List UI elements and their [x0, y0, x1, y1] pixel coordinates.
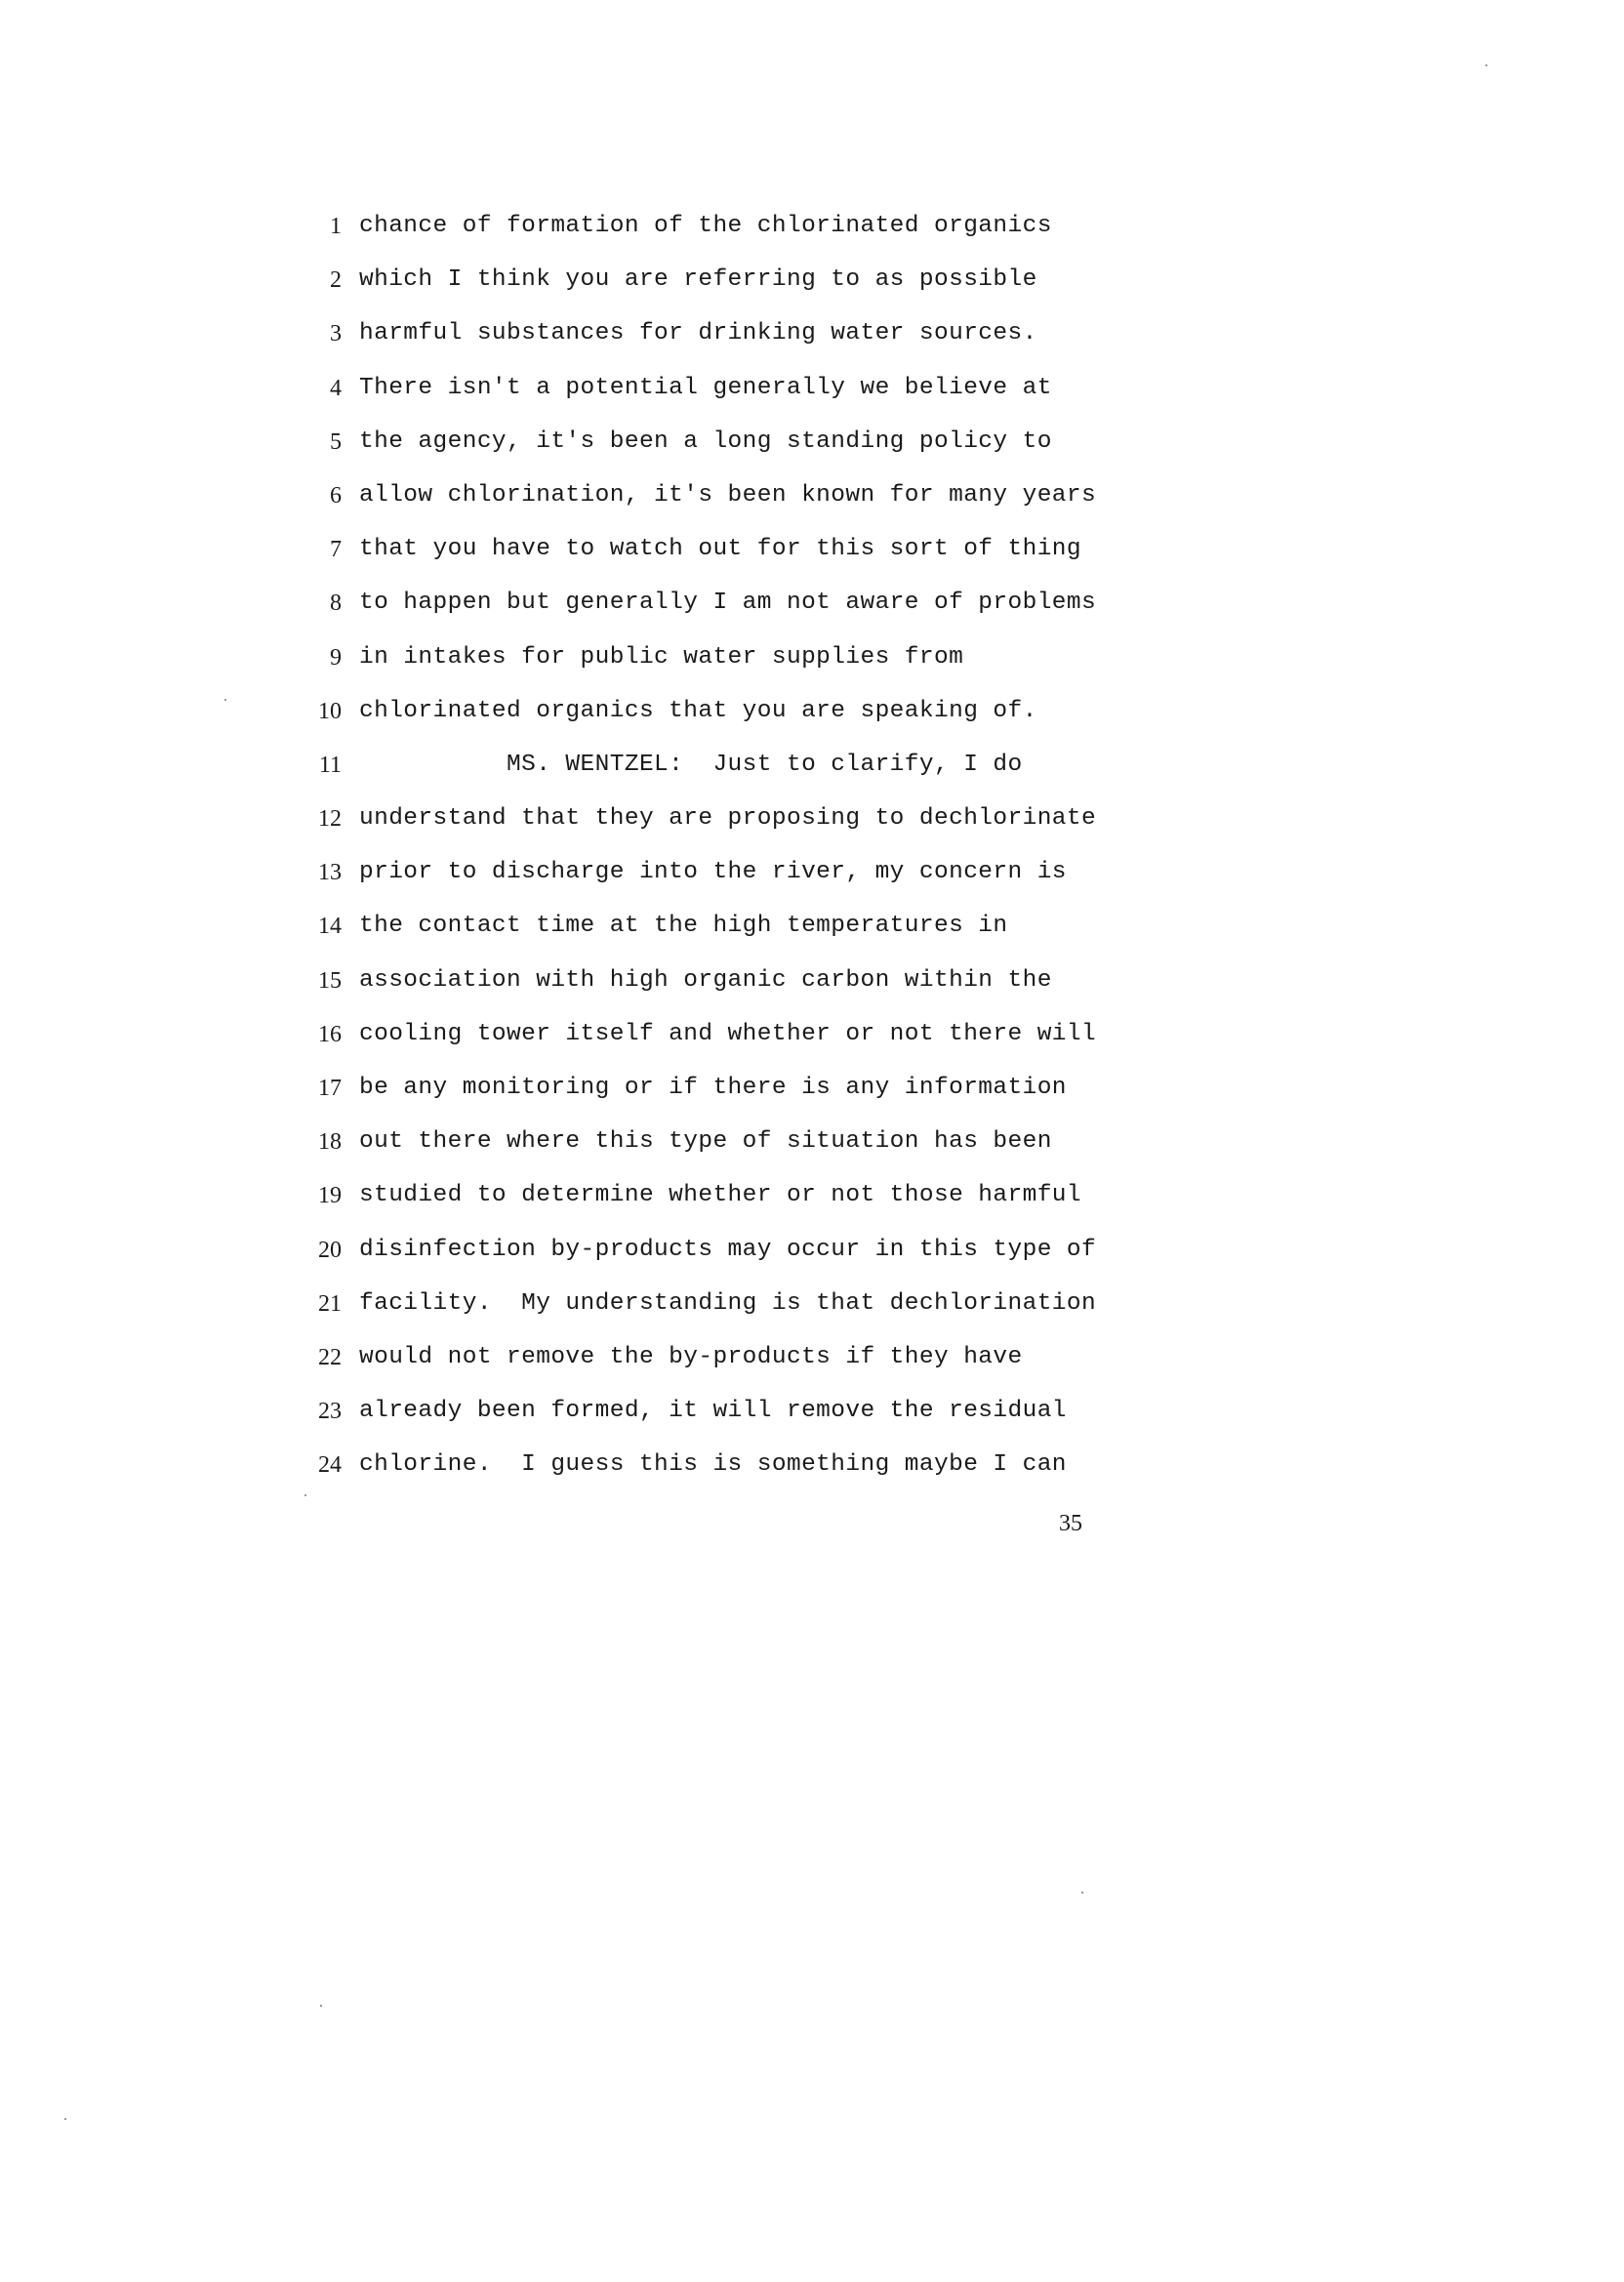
line-text: harmful substances for drinking water sources. — [359, 320, 1037, 347]
line-number: 22 — [318, 1344, 342, 1370]
transcript-line — [293, 476, 1269, 530]
line-number: 13 — [318, 860, 342, 886]
transcript-line — [293, 1284, 1269, 1338]
transcript-line — [293, 799, 1269, 853]
line-text: chlorine. I guess this is something maybe I can — [359, 1451, 1067, 1479]
line-text: would not remove the by-products if they have — [359, 1343, 1023, 1370]
transcript-body — [293, 207, 1269, 1500]
transcript-line — [293, 207, 1269, 261]
line-text: which I think you are referring to as possible — [359, 266, 1037, 294]
transcript-line — [293, 423, 1269, 476]
line-number: 12 — [318, 806, 342, 833]
scan-speck — [1081, 1892, 1083, 1894]
line-number: 7 — [330, 537, 342, 563]
line-number: 1 — [330, 214, 342, 239]
transcript-line — [293, 1392, 1269, 1446]
transcript-line — [293, 907, 1269, 960]
line-number: 9 — [330, 644, 342, 671]
line-text: in intakes for public water supplies from — [359, 643, 964, 671]
transcript-line — [293, 638, 1269, 692]
line-text: cooling tower itself and whether or not there will — [359, 1020, 1097, 1047]
line-number: 3 — [330, 321, 342, 347]
line-text: that you have to watch out for this sort of thing — [359, 536, 1082, 563]
line-number: 2 — [330, 267, 342, 294]
transcript-line — [293, 853, 1269, 907]
line-text: There isn't a potential generally we believe at — [359, 374, 1052, 401]
line-text: chance of formation of the chlorinated organics — [359, 213, 1052, 239]
line-text: out there where this type of situation has been — [359, 1128, 1052, 1156]
transcript-line — [293, 314, 1269, 368]
line-number: 24 — [318, 1452, 342, 1479]
transcript-line — [293, 692, 1269, 746]
line-text: studied to determine whether or not those harmful — [359, 1182, 1082, 1209]
line-number: 4 — [330, 375, 342, 401]
line-text: the contact time at the high temperatures in — [359, 913, 1008, 940]
line-text: the agency, it's been a long standing policy to — [359, 428, 1052, 455]
line-number: 5 — [330, 428, 342, 455]
transcript-line — [293, 584, 1269, 637]
scan-speck — [1485, 64, 1487, 66]
line-text: chlorinated organics that you are speaking of. — [359, 697, 1037, 724]
transcript-line — [293, 1069, 1269, 1122]
line-text: disinfection by-products may occur in this type of — [359, 1236, 1097, 1263]
transcript-line — [293, 1338, 1269, 1392]
transcript-line — [293, 1122, 1269, 1176]
line-text: understand that they are proposing to dechlorinate — [359, 805, 1097, 833]
line-number: 19 — [318, 1183, 342, 1209]
line-number: 21 — [318, 1290, 342, 1317]
line-number: 8 — [330, 591, 342, 617]
line-number: 23 — [318, 1399, 342, 1425]
line-text: facility. My understanding is that dechlorination — [359, 1289, 1097, 1317]
line-number: 10 — [318, 698, 342, 724]
line-text: to happen but generally I am not aware of problems — [359, 590, 1097, 617]
scan-speck — [64, 2118, 66, 2120]
page-number: 35 — [1059, 1511, 1082, 1536]
transcript-line — [293, 1446, 1269, 1499]
transcript-line — [293, 1015, 1269, 1069]
line-number: 15 — [318, 967, 342, 994]
line-text: allow chlorination, it's been known for many years — [359, 481, 1097, 509]
scan-speck — [320, 2005, 322, 2007]
line-text: association with high organic carbon within the — [359, 966, 1052, 994]
line-text: be any monitoring or if there is any information — [359, 1075, 1067, 1101]
line-text: MS. WENTZEL: Just to clarify, I do — [359, 751, 1023, 778]
scan-speck — [304, 1494, 306, 1496]
transcript-line — [293, 369, 1269, 423]
line-number: 17 — [318, 1076, 342, 1101]
transcript-line — [293, 530, 1269, 584]
line-number: 11 — [318, 752, 342, 778]
line-number: 16 — [318, 1021, 342, 1047]
transcript-line — [293, 1231, 1269, 1284]
line-number: 18 — [318, 1129, 342, 1156]
line-number: 6 — [330, 482, 342, 509]
transcript-line — [293, 746, 1269, 799]
scan-speck — [224, 699, 226, 701]
transcript-line — [293, 961, 1269, 1015]
transcript-line — [293, 1176, 1269, 1230]
line-text: already been formed, it will remove the residual — [359, 1398, 1067, 1425]
line-number: 14 — [318, 914, 342, 940]
line-text: prior to discharge into the river, my concern is — [359, 859, 1067, 886]
transcript-line — [293, 261, 1269, 314]
line-number: 20 — [318, 1237, 342, 1263]
